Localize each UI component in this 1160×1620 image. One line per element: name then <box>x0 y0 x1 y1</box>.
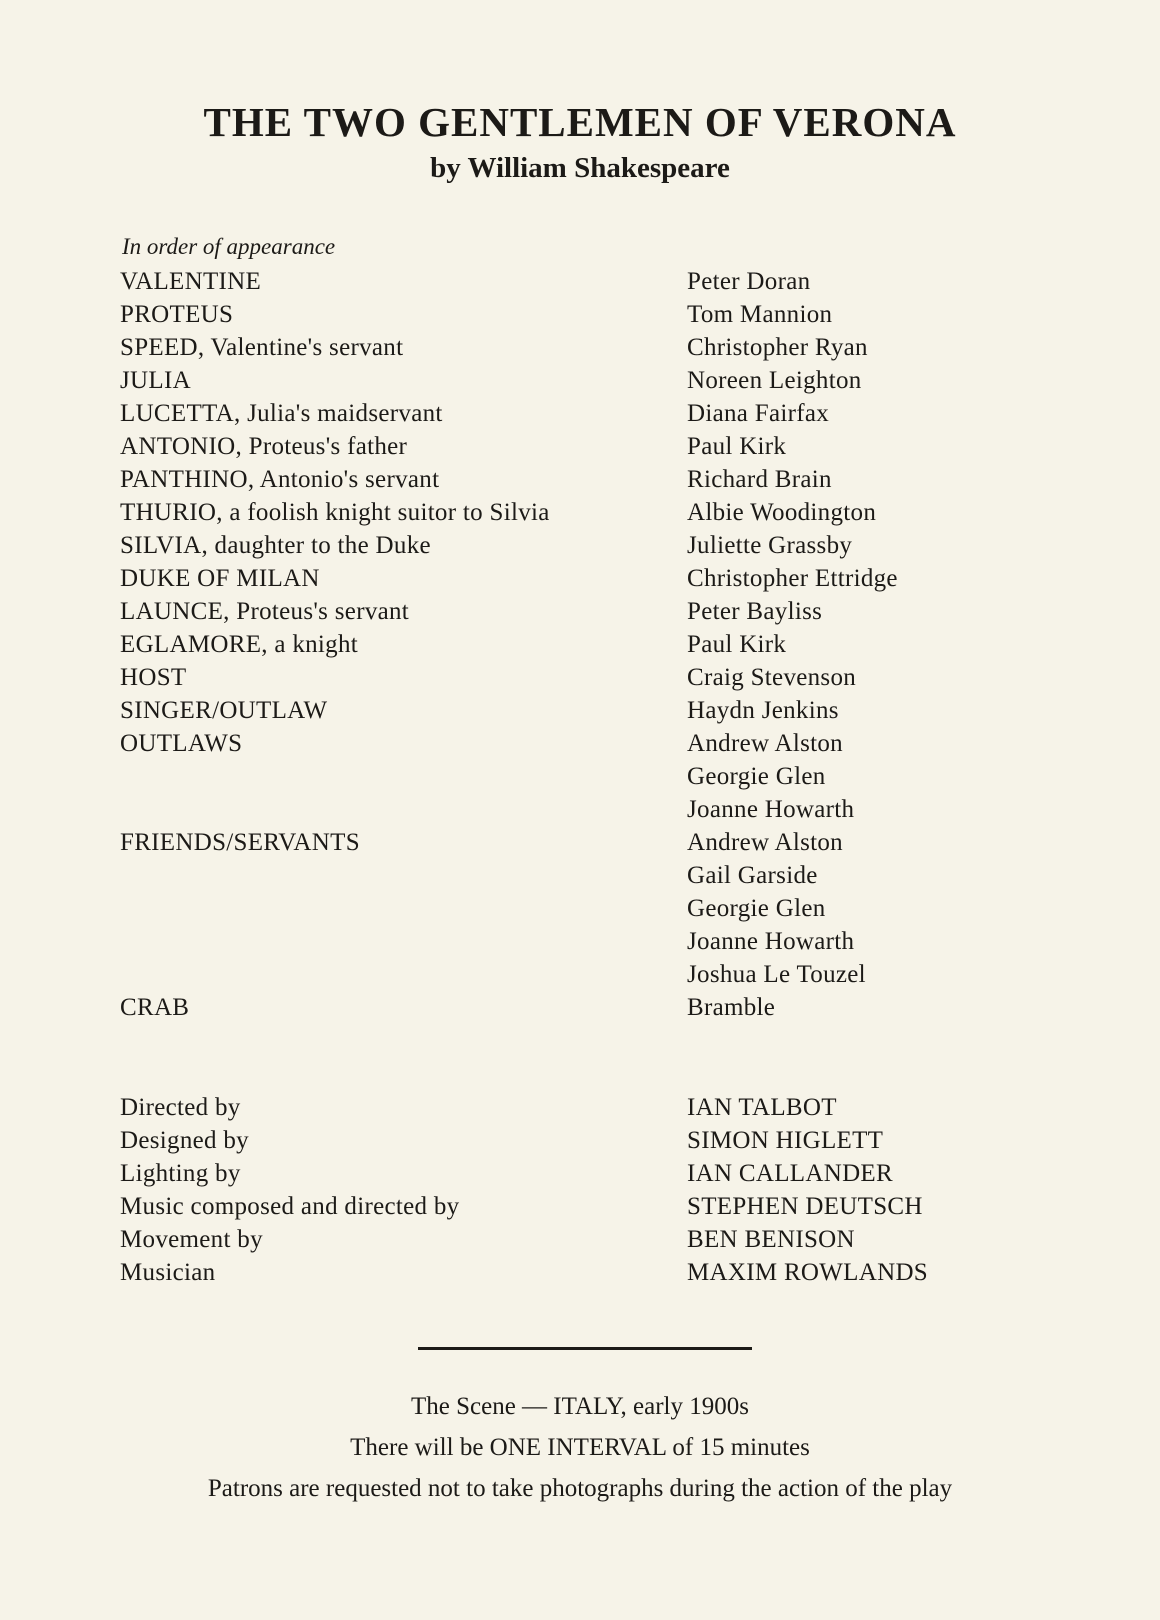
crew-name: IAN TALBOT <box>687 1094 837 1121</box>
crew-name: BEN BENISON <box>687 1226 855 1253</box>
cast-actor: Noreen Leighton <box>687 367 862 394</box>
cast-role: LAUNCE, Proteus's servant <box>120 598 410 625</box>
cast-role: SINGER/OUTLAW <box>120 697 328 724</box>
cast-role: THURIO, a foolish knight suitor to Silvia <box>120 499 550 526</box>
cast-actor: Andrew Alston <box>687 829 843 856</box>
cast-actor: Tom Mannion <box>687 301 833 328</box>
interval-note: There will be ONE INTERVAL of 15 minutes <box>350 1434 810 1461</box>
spacer <box>120 793 660 826</box>
cast-role: SILVIA, daughter to the Duke <box>120 532 431 559</box>
cast-actor: Albie Woodington <box>687 499 877 526</box>
cast-actor: Diana Fairfax <box>687 400 830 427</box>
scene-note: The Scene — ITALY, early 1900s <box>410 1393 749 1420</box>
cast-actor: Andrew Alston <box>687 730 843 757</box>
cast-actor: Joshua Le Touzel <box>687 961 866 988</box>
crew-role: Musician <box>120 1259 216 1286</box>
cast-role: VALENTINE <box>120 268 262 295</box>
cast-role: LUCETTA, Julia's maidservant <box>120 400 443 427</box>
cast-actor: Richard Brain <box>687 466 832 493</box>
page-title: THE TWO GENTLEMEN OF VERONA <box>203 99 957 145</box>
photography-note: Patrons are requested not to take photographs during the action of the play <box>207 1475 953 1502</box>
cast-actor: Paul Kirk <box>687 433 787 460</box>
cast-actor: Juliette Grassby <box>687 532 853 559</box>
cast-role: OUTLAWS <box>120 730 243 757</box>
crew-role: Music composed and directed by <box>120 1193 460 1220</box>
cast-role: EGLAMORE, a knight <box>120 631 359 658</box>
crew-role: Movement by <box>120 1226 263 1253</box>
author-line: by William Shakespeare <box>430 152 730 184</box>
crew-name: SIMON HIGLETT <box>687 1127 884 1154</box>
spacer <box>120 958 660 991</box>
cast-role: HOST <box>120 664 187 691</box>
cast-actor: Paul Kirk <box>687 631 787 658</box>
cast-actor: Georgie Glen <box>687 895 826 922</box>
spacer <box>120 859 660 892</box>
cast-actor: Georgie Glen <box>687 763 826 790</box>
cast-actor: Christopher Ettridge <box>687 565 898 592</box>
cast-intro: In order of appearance <box>122 234 336 259</box>
crew-name: STEPHEN DEUTSCH <box>687 1193 923 1220</box>
cast-actor: Gail Garside <box>687 862 818 889</box>
cast-actor: Peter Bayliss <box>687 598 823 625</box>
spacer <box>120 760 660 793</box>
crew-name: MAXIM ROWLANDS <box>687 1259 929 1286</box>
cast-actor: Haydn Jenkins <box>687 697 839 724</box>
cast-role: CRAB <box>120 994 190 1021</box>
cast-role: PROTEUS <box>120 301 234 328</box>
crew-names-column <box>687 1091 1127 1289</box>
cast-actor: Christopher Ryan <box>687 334 868 361</box>
cast-actor: Joanne Howarth <box>687 928 855 955</box>
cast-role: FRIENDS/SERVANTS <box>120 829 360 856</box>
spacer <box>120 892 660 925</box>
crew-name: IAN CALLANDER <box>687 1160 893 1187</box>
crew-role: Lighting by <box>120 1160 241 1187</box>
cast-role: SPEED, Valentine's servant <box>120 334 404 361</box>
cast-actor: Peter Doran <box>687 268 811 295</box>
cast-role: ANTONIO, Proteus's father <box>120 433 408 460</box>
cast-role: DUKE OF MILAN <box>120 565 320 592</box>
crew-role: Designed by <box>120 1127 249 1154</box>
spacer <box>120 925 660 958</box>
divider <box>418 1347 752 1350</box>
crew-role: Directed by <box>120 1094 241 1121</box>
cast-role: PANTHINO, Antonio's servant <box>120 466 440 493</box>
cast-actor: Bramble <box>687 994 776 1021</box>
cast-roles-column <box>120 265 660 1024</box>
cast-actors-column <box>687 265 1127 1024</box>
crew-roles-column <box>120 1091 660 1289</box>
notes-block <box>0 1386 1160 1509</box>
cast-role: JULIA <box>120 367 191 394</box>
cast-actor: Joanne Howarth <box>687 796 855 823</box>
cast-actor: Craig Stevenson <box>687 664 857 691</box>
